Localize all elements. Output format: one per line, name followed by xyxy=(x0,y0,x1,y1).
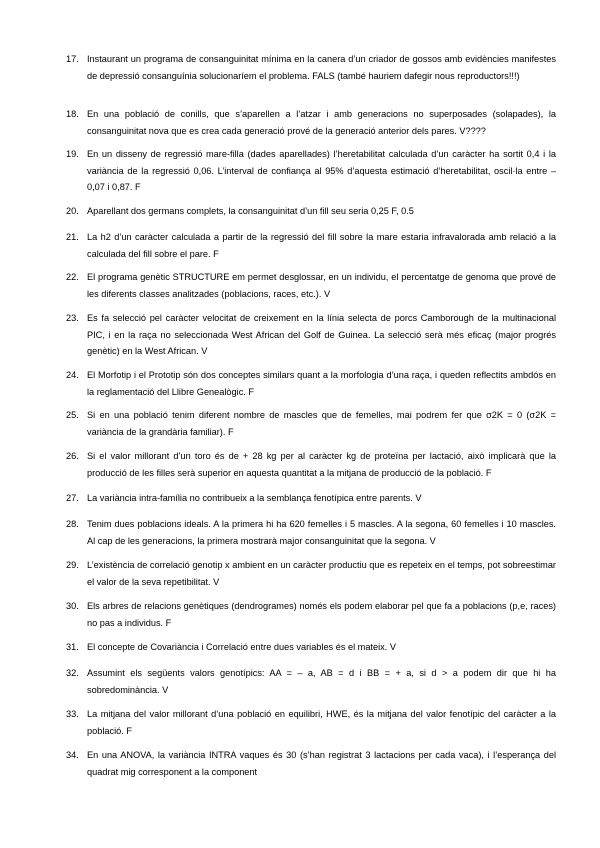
question-33 xyxy=(66,706,556,739)
question-number: 27. xyxy=(66,493,79,503)
question-text: La h2 d’un caràcter calculada a partir de la regressió del fill sobre la mare estaria infravalorada amb relació a la calculada del fill sobre el pare. F xyxy=(87,232,556,259)
question-text: Aparellant dos germans complets, la consanguinitat d’un fill seu seria 0,25 F, 0.5 xyxy=(87,206,414,216)
question-number: 28. xyxy=(66,519,79,529)
question-text: El programa genètic STRUCTURE em permet desglossar, en un individu, el percentatge de genoma que prové de les diferents classes analitzades (poblacions, races, etc.). V xyxy=(87,272,556,299)
question-number: 29. xyxy=(66,560,79,570)
question-26 xyxy=(66,448,556,481)
question-text: Tenim dues poblacions ideals. A la primera hi ha 620 femelles i 5 mascles. A la segona, 60 femelles i 10 mascles. Al cap de les generacions, la primera mostrarà major consanguinitat que la segona. V xyxy=(87,519,556,546)
question-25 xyxy=(66,407,556,440)
question-20 xyxy=(66,203,556,220)
question-text: Si en una població tenim diferent nombre de mascles que de femelles, mai podrem fer que σ2K = 0 (σ2K = variància de la grandària familiar). F xyxy=(87,410,556,437)
question-number: 17. xyxy=(66,54,79,64)
question-number: 20. xyxy=(66,206,79,216)
question-number: 33. xyxy=(66,709,79,719)
question-text: Assumint els següents valors genotípics: AA = – a, AB = d i BB = + a, si d > a podem dir que hi ha sobredominància. V xyxy=(87,668,556,695)
question-27 xyxy=(66,490,556,507)
question-number: 34. xyxy=(66,750,79,760)
question-text: La mitjana del valor millorant d’una població en equilibri, HWE, és la mitjana del valor fenotípic del caràcter a la població. F xyxy=(87,709,556,736)
question-30 xyxy=(66,598,556,631)
question-23 xyxy=(66,310,556,360)
question-text: La variància intra-família no contribueix a la semblança fenotípica entre parents. V xyxy=(87,493,422,503)
question-number: 32. xyxy=(66,668,79,678)
question-text: En una ANOVA, la variància INTRA vaques és 30 (s’han registrat 3 lactacions per cada vaca), i l’esperança del quadrat mig corresponent a la component xyxy=(87,750,556,777)
question-text: En un disseny de regressió mare-filla (dades aparellades) l’heretabilitat calculada d’un caràcter ha sortit 0,4 i la variància de la regressió 0,06. L’interval de confiança al 95% d’aquesta estimació d’heretabilitat, oscil·la entre –0,07 i 0,87. F xyxy=(87,149,556,192)
question-29 xyxy=(66,557,556,590)
question-text: Si el valor millorant d’un toro és de + 28 kg per al caràcter kg de proteïna per lactació, això implicarà que la producció de les filles serà superior en aquesta quantitat a la mitjana de producció de la població. F xyxy=(87,451,556,478)
question-number: 19. xyxy=(66,149,79,159)
question-number: 31. xyxy=(66,642,79,652)
question-number: 22. xyxy=(66,272,79,282)
question-number: 23. xyxy=(66,313,79,323)
question-text: Es fa selecció pel caràcter velocitat de creixement en la línia selecta de porcs Camborough de la multinacional PIC, i en la raça no seleccionada West African del Golf de Guinea. La selecció serà més eficaç (major progrés genètic) en la West African. V xyxy=(87,313,556,356)
question-31 xyxy=(66,639,556,656)
question-text: El Morfotip i el Prototip són dos conceptes similars quant a la morfologia d’una raça, i queden reflectits ambdós en la reglamentació del Llibre Genealògic. F xyxy=(87,370,556,397)
question-text: En una població de conills, que s’aparellen a l’atzar i amb generacions no superposades (solapades), la consanguinitat nova que es crea cada generació prové de la generació anterior dels pares. V???? xyxy=(87,109,556,136)
question-text: Els arbres de relacions genètiques (dendrogrames) només els podem elaborar pel que fa a poblacions (p,e, races) no pas a individus. F xyxy=(87,601,556,628)
question-text: Instaurant un programa de consanguinitat mínima en la canera d’un criador de gossos amb evidències manifestes de depressió consanguínia solucionaríem el problema. FALS (també hauriem dafegir nous reproductors!!!) xyxy=(87,54,556,81)
question-22 xyxy=(66,269,556,302)
question-number: 18. xyxy=(66,109,79,119)
question-19 xyxy=(66,146,556,196)
question-32 xyxy=(66,665,556,698)
question-number: 21. xyxy=(66,232,79,242)
question-34 xyxy=(66,747,556,780)
question-24 xyxy=(66,367,556,400)
question-17 xyxy=(66,51,556,84)
question-number: 25. xyxy=(66,410,79,420)
question-text: L’existència de correlació genotip x ambient en un caràcter productiu que es repeteix en el temps, pot sobreestimar el valor de la seva repetibilitat. V xyxy=(87,560,556,587)
question-number: 26. xyxy=(66,451,79,461)
question-number: 30. xyxy=(66,601,79,611)
question-number: 24. xyxy=(66,370,79,380)
question-text: El concepte de Covariància i Correlació entre dues variables és el mateix. V xyxy=(87,642,396,652)
question-28 xyxy=(66,516,556,549)
question-21 xyxy=(66,229,556,262)
question-18 xyxy=(66,106,556,139)
